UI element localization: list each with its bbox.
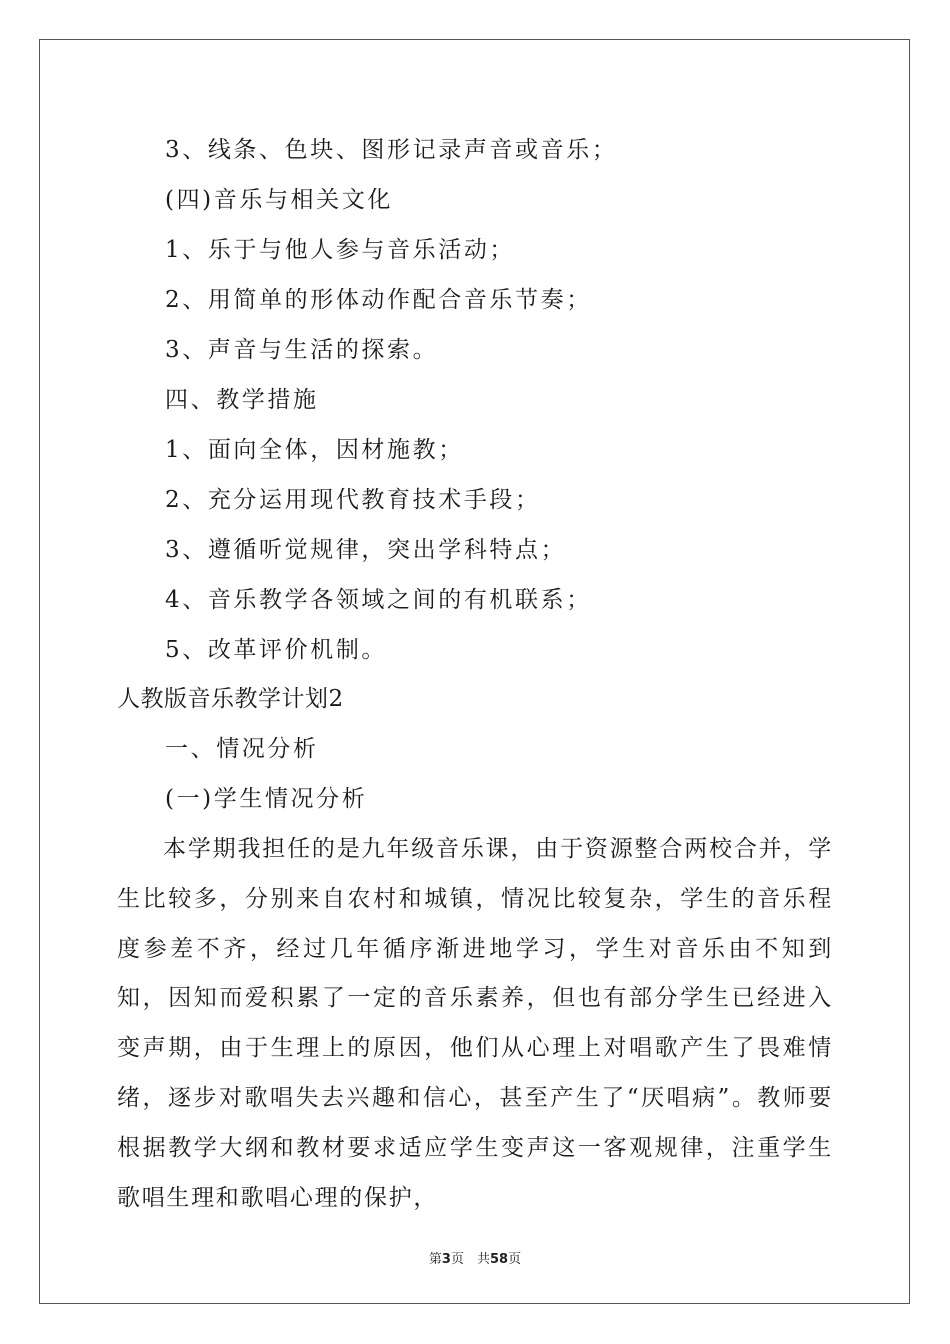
body-line-5: 3、声音与生活的探索。 bbox=[165, 337, 439, 363]
footer-suffix: 页 bbox=[508, 1252, 522, 1267]
body-line-4: 2、用简单的形体动作配合音乐节奏； bbox=[165, 287, 592, 313]
section-heading: 四、教学措施 bbox=[165, 387, 319, 413]
total-pages-number: 58 bbox=[489, 1252, 509, 1267]
section-title: 人教版音乐教学计划2 bbox=[117, 686, 344, 712]
body-line-1: 3、线条、色块、图形记录声音或音乐； bbox=[165, 137, 618, 163]
body-line-10: 4、音乐教学各领域之间的有机联系； bbox=[165, 587, 592, 613]
body-line-2: (四)音乐与相关文化 bbox=[165, 187, 393, 213]
body-line-3: 1、乐于与他人参与音乐活动； bbox=[165, 237, 516, 263]
body-line-9: 3、遵循听觉规律，突出学科特点； bbox=[165, 537, 567, 563]
body-line-7: 1、面向全体，因材施教； bbox=[165, 437, 464, 463]
footer-middle: 页 共 bbox=[450, 1252, 490, 1267]
footer-prefix: 第 bbox=[428, 1252, 442, 1267]
sub-heading-1: 一、情况分析 bbox=[165, 736, 319, 762]
sub-heading-2: (一)学生情况分析 bbox=[165, 786, 368, 812]
body-paragraph: 本学期我担任的是九年级音乐课，由于资源整合两校合并，学生比较多，分别来自农村和城镇，情况比较复杂，学生的音乐程度参差不齐，经过几年循序渐进地学习，学生对音乐由不知到知，因知而爱积累了一定的音乐素养，但也有部分学生已经进入变声期，由于生理上的原因，他们从心理上对唱歌产生了畏难情绪，逐步对歌唱失去兴趣和信心，甚至产生了“厌唱病”。教师要根据教学大纲和教材要求适应学生变声这一客观规律，注重学生歌唱生理和歌唱心理的保护， bbox=[117, 836, 833, 1211]
current-page-number: 3 bbox=[441, 1252, 451, 1267]
body-line-11: 5、改革评价机制。 bbox=[165, 637, 388, 663]
body-line-8: 2、充分运用现代教育技术手段； bbox=[165, 487, 541, 513]
page-footer bbox=[0, 1248, 950, 1267]
